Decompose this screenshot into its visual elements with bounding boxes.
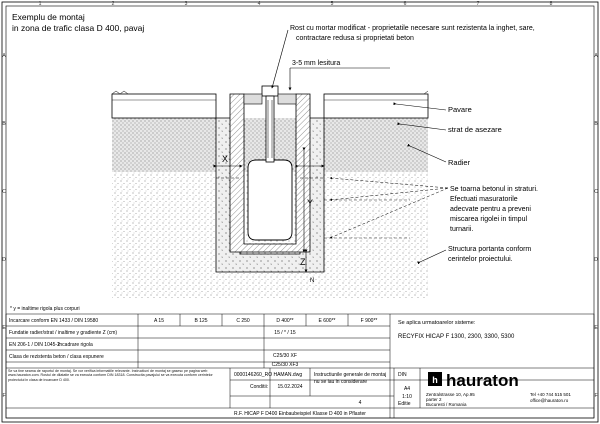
tb-file-no: 0000146260_RO HAMAN.dwg	[234, 372, 303, 378]
tb-row2-value: 15 / * / 15	[274, 330, 296, 336]
tb-load-d400: D 400**	[276, 318, 294, 324]
svg-text:h: h	[432, 375, 438, 385]
col-label-3: 3	[184, 1, 188, 7]
col-label-1: 1	[38, 1, 42, 7]
col-label-4: 4	[257, 1, 261, 7]
row-label-a: A	[2, 53, 6, 59]
callout-concrete-line2: Efectuati masuratorile	[450, 196, 518, 203]
hauraton-logo	[428, 371, 519, 390]
tb-conditii: Conditii:	[250, 384, 269, 390]
col-label-8: 8	[549, 1, 553, 7]
tb-load-a15: A 15	[153, 318, 165, 324]
tb-product-label: Se aplica urmatoarelor sisteme:	[398, 320, 476, 326]
tb-load-f900: F 900**	[360, 318, 378, 324]
row-label-a-right: A	[594, 53, 598, 59]
callout-concrete-line4: miscarea rigolei in timpul	[450, 216, 528, 223]
tb-row3-label: EN 206-1 / DIN 1045-2	[9, 342, 60, 348]
tb-edition: Editie	[398, 401, 411, 407]
callout-gap	[290, 60, 390, 90]
col-label-6: 6	[403, 1, 407, 7]
callout-concrete-line1: Se toarna betonul in straturi.	[450, 186, 538, 193]
callout-structure-line1: Structura portanta conform	[448, 246, 532, 253]
tb-load-b125: B 125	[194, 318, 208, 324]
tb-phone: Tel +40 744 515 501	[530, 392, 571, 397]
tb-format-label: DIN	[398, 372, 407, 378]
tb-address-2: parter 2	[426, 397, 442, 402]
tb-date: 15.02.2024	[277, 384, 303, 390]
footnote: * y = inaltime rigola plus corpuri	[10, 306, 80, 312]
tb-row3-sub: Incadrare rigola	[58, 342, 93, 348]
tb-row4-value: C25/30 XF3	[271, 362, 299, 368]
col-label-2: 2	[111, 1, 115, 7]
tb-product-value: RECYFIX HICAP F 1300, 2300, 3300, 5300	[398, 334, 515, 340]
dimension-x-label: X	[222, 154, 229, 164]
drawing-title-line2: in zona de trafic clasa D 400, pavaj	[12, 23, 145, 33]
tb-load-c250: C 250	[236, 318, 250, 324]
callout-joint-mortar-line2: contractare redusa si proprietati beton	[296, 35, 414, 42]
tb-desc-line1: Instructiunile generale de montaj	[314, 372, 387, 378]
paver-left	[112, 94, 216, 118]
channel-interior	[248, 160, 292, 240]
tb-format-value: A4	[403, 386, 411, 392]
col-label-7: 7	[476, 1, 480, 7]
row-label-f: F	[2, 393, 6, 399]
tb-row3-value: C25/30 XF	[273, 353, 297, 359]
tb-email: office@hauraton.ro	[530, 398, 569, 403]
tb-address-1: Zentralstrasse 10, Ap.95	[426, 392, 475, 397]
drawing-title-line1: Exemplu de montaj	[12, 12, 85, 22]
dimension-y-label: Y	[307, 198, 314, 208]
callout-structure-line2: cerintelor proiectului.	[448, 256, 513, 263]
tb-scale: 1:10	[402, 394, 412, 400]
row-label-c-right: C	[594, 189, 598, 195]
callout-structure	[420, 246, 531, 263]
tb-desc-line2: nu se iau in considerare	[314, 379, 368, 385]
tb-address-3: Bucuresti / Romania	[426, 402, 467, 407]
row-label-b-right: B	[594, 121, 598, 127]
tb-row2-label: Fundatie radier/strat / inaltime y gradiente Z (cm)	[9, 330, 118, 336]
callout-bedding-text: strat de asezare	[448, 125, 502, 134]
row-label-e-right: E	[594, 325, 598, 331]
tb-page-no: 4	[358, 400, 362, 406]
tb-row4-label: Clasa de rezistenta beton / clasa expunere	[9, 354, 104, 360]
row-label-f-right: F	[594, 393, 598, 399]
callout-joint-mortar	[272, 25, 535, 88]
tb-footer: R.F. HICAP F D400 Einbaubeispiel Klasse D 400 in Pflaster	[234, 411, 366, 417]
callout-base-text: Radier	[448, 158, 471, 167]
callout-concrete-line3: adecvate pentru a preveni	[450, 206, 531, 213]
logo-wordmark: hauraton	[446, 371, 519, 390]
row-label-d-right: D	[594, 257, 598, 263]
row-label-b: B	[2, 121, 6, 127]
callout-pavers-text: Pavare	[448, 105, 472, 114]
callout-joint-mortar-line1: Rost cu mortar modificat - proprietatile necesare sunt rezistenta la inghet, sare,	[290, 25, 535, 32]
tb-notes-text: Se va tine seama de raportul de montaj. Se vor verifica informatiile relevante. Instructiuni de montaj se gasesc pe pagina web www.hauraton.com. Rostul de dilatatie se va executa conform DIN 18318. Constructia pavajului se va executa conform cerintelor proiectului in clasa de incarcare D 400.	[8, 369, 213, 382]
col-label-5: 5	[330, 1, 334, 7]
row-label-e: E	[2, 325, 6, 331]
row-label-c: C	[2, 189, 6, 195]
dimension-n-label: N	[310, 278, 315, 284]
tb-notes	[8, 369, 228, 407]
callout-concrete-line5: turnarii.	[450, 226, 474, 233]
dimension-z-label: Z	[300, 257, 306, 267]
callout-gap-text: 3-5 mm lesitura	[292, 60, 341, 67]
tb-load-e600: E 600**	[318, 318, 336, 324]
row-label-d: D	[2, 257, 6, 263]
tb-row1-label: Incarcare conform EN 1433 / DIN 19580	[9, 318, 99, 324]
